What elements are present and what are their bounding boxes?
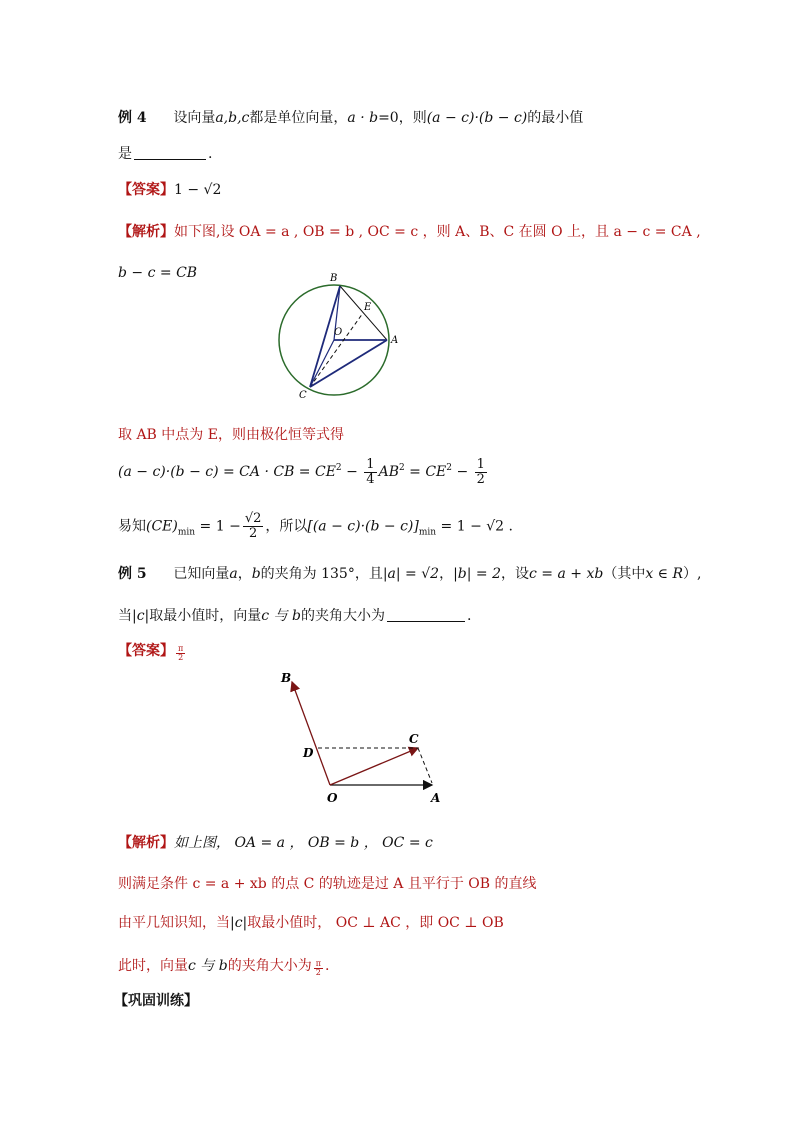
fig2-label-c: C xyxy=(409,732,419,746)
analysis5-line2: 则满足条件 c = a + xb 的点 C 的轨迹是过 A 且平行于 OB 的直线 xyxy=(118,876,537,892)
answer-blank-5 xyxy=(387,607,465,622)
fig2-label-o: O xyxy=(327,791,338,805)
x-in-r: x ∈ R xyxy=(645,566,684,582)
example4-text-2: 都是单位向量， xyxy=(249,110,348,126)
c-definition: c = a + xb xyxy=(529,566,604,582)
dot-product-ab: a · b xyxy=(347,110,379,126)
example4-question-line2 xyxy=(118,143,212,165)
c-and-b: c 与 b xyxy=(261,608,301,624)
analysis5-tag: 【解析】 xyxy=(118,835,174,851)
analysis5-line3: 由平几知识知，当|c|取最小值时， OC ⊥ AC ，即 OC ⊥ OB xyxy=(118,915,504,931)
polarization-left: (a − c)·(b − c) = CA · CB = CE xyxy=(118,464,336,480)
analysis5-line4: 此时，向量c 与 b的夹角大小为 $\frac{\pi}{2}$ . xyxy=(118,958,330,977)
fig1-label-e: E xyxy=(364,302,372,313)
ce-min: (CE) xyxy=(146,518,178,535)
example4-expression: (a − c)·(b − c) xyxy=(426,110,528,126)
fig2-label-a: A xyxy=(431,791,441,805)
segment-ab-text: AB xyxy=(378,464,399,480)
vector-oc xyxy=(330,748,418,785)
answer4 xyxy=(118,179,221,201)
polarization-eq: = CE xyxy=(404,464,447,480)
abs-c: |c| xyxy=(132,608,150,624)
example5-question-line2: 当|c|取最小值时，向量c 与 b的夹角大小为 . xyxy=(118,608,472,624)
analysis4-line1 xyxy=(118,221,701,243)
answer4-value: 1 − √2 xyxy=(174,182,222,198)
vector-ob xyxy=(292,682,330,785)
so-text: ，所以 xyxy=(265,518,308,535)
dot-product-value: =0 xyxy=(378,110,399,126)
analysis4-text1: 如下图,设 OA = a , OB = b , OC = c ，则 A、B、C 在圆 O 上，且 a − c = CA , xyxy=(174,224,701,240)
analysis4-line5: 易知$(CE)_{min} = 1$ − $\frac{√2}{2}$ ，所以$[(a - c)\cdot(b - c)]_{min} = 1 - √2$ . xyxy=(118,511,513,541)
analysis4-line2: b − c = CB xyxy=(118,265,198,281)
example4-label: 例 4 xyxy=(118,110,147,126)
segment-ce-dashed xyxy=(310,313,363,387)
segment-ca-dashed xyxy=(418,748,432,783)
example4-question xyxy=(118,107,583,129)
abs-c-2: |c| xyxy=(230,915,248,931)
example4-line2-text: 是 xyxy=(118,146,132,162)
analysis5-text1: 如上图， OA = a ， OB = b ， OC = c xyxy=(174,835,433,851)
answer5-pi-over-2: $\frac{\pi}{2}$ xyxy=(178,644,184,662)
figure1-circle-diagram xyxy=(272,268,422,400)
analysis4-tag: 【解析】 xyxy=(118,224,174,240)
consolidation-heading: 【巩固训练】 xyxy=(114,993,198,1009)
analysis5-line1 xyxy=(118,832,433,854)
answer-blank xyxy=(134,145,206,160)
answer5 xyxy=(118,640,187,662)
abs-a: |a| = √2 xyxy=(382,566,440,582)
fraction-one-half: $\frac{1}{2}$ xyxy=(476,456,485,487)
vector-a: a xyxy=(229,566,238,582)
vectors-abc: a,b,c xyxy=(215,110,250,126)
example4-text-1: 设向量 xyxy=(173,110,216,126)
polarization-minus: − xyxy=(341,464,363,480)
pi-over-2: $\frac{\pi}{2}$ xyxy=(315,959,321,977)
example4-text-3: ，则 xyxy=(398,110,427,126)
answer4-tag: 【答案】 xyxy=(118,182,174,198)
answer5-tag: 【答案】 xyxy=(118,643,174,659)
ce-min-value: = 1 − xyxy=(199,518,241,535)
fraction-one-quarter: $\frac{1}{4}$ xyxy=(366,456,375,487)
easy-know: 易知 xyxy=(118,518,146,535)
example4-end: . xyxy=(208,146,213,162)
abs-b: |b| = 2 xyxy=(453,566,502,582)
fig1-label-b: B xyxy=(330,273,338,284)
fraction-root2-over-2: $\frac{√2}{2}$ xyxy=(244,511,262,541)
fig2-label-b: B xyxy=(281,671,292,685)
fig1-label-a: A xyxy=(391,335,399,346)
analysis4-line4: (a − c)·(b − c) = CA · CB = $CE^2$ − $\frac{1}{4}$ $AB^2 = CE^2$ − $\frac{1}{2}$ xyxy=(118,456,485,487)
c-and-b-2: c 与 b xyxy=(188,958,228,974)
example5-label: 例 5 xyxy=(118,566,147,582)
example5-question: 例 5 已知向量a，b的夹角为 135°，且|a| = √2，|b| = 2，设c = a + xb（其中x ∈ R）, xyxy=(118,566,702,582)
vector-b: b xyxy=(251,566,261,582)
fig2-label-d: D xyxy=(303,746,314,760)
example4-text-4: 的最小值 xyxy=(527,110,584,126)
min-expression: [(a − c)·(b − c)] xyxy=(307,518,419,535)
fig1-label-o: O xyxy=(334,327,343,338)
analysis4-line3: 取 AB 中点为 E，则由极化恒等式得 xyxy=(118,427,344,443)
figure2-vector-diagram xyxy=(275,668,450,808)
min-result: = 1 − √2 . xyxy=(440,518,513,535)
fig1-label-c: C xyxy=(299,390,307,400)
